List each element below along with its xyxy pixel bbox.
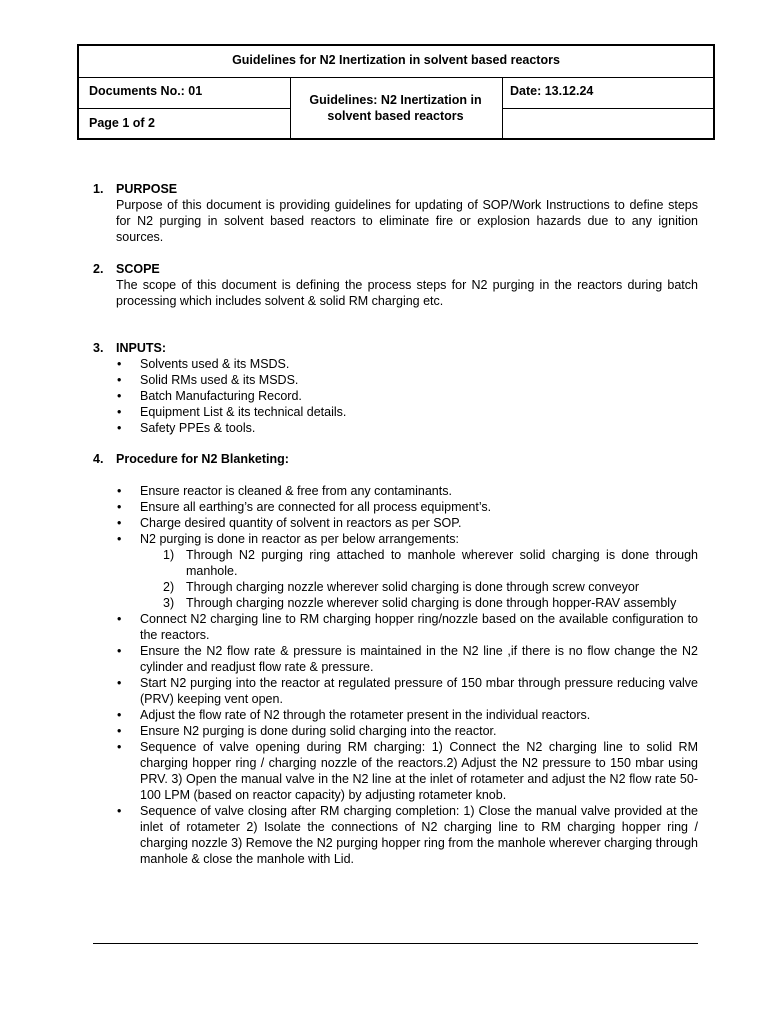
- document-date: Date: 13.12.24: [510, 84, 594, 98]
- inputs-list: [93, 356, 698, 436]
- list-item: • Ensure reactor is cleaned & free from any contaminants.: [140, 483, 698, 499]
- sub-list-item: [163, 579, 698, 595]
- sub-list-item: [163, 595, 698, 611]
- section-text: Purpose of this document is providing guidelines for updating of SOP/Work Instructions to define steps for N2 purging in solvent based reactors to eliminate fire or explosion hazards due to any ignition sources.: [116, 198, 698, 244]
- document-header-table: [77, 44, 715, 140]
- section-number: 2.: [93, 262, 104, 276]
- document-title: Guidelines for N2 Inertization in solvent based reactors: [232, 53, 560, 67]
- page-indicator: Page 1 of 2: [89, 116, 155, 130]
- section-number: 3.: [93, 341, 104, 355]
- header-divider: [502, 77, 503, 138]
- list-item: • Charge desired quantity of solvent in reactors as per SOP.: [140, 515, 698, 531]
- list-item: • Start N2 purging into the reactor at regulated pressure of 150 mbar through pressure reducing valve (PRV) keeping vent open.: [140, 675, 698, 707]
- list-item: • Sequence of valve opening during RM charging: 1) Connect the N2 charging line to solid RM charging hopper ring / charging nozzle of the reactors.2) Adjust the N2 pressure to 150 mbar using PRV. 3) Open the manual valve in the N2 line at the inlet of rotameter and adjust the N2 flow rate 50-100 LPM (based on reactor capacity) by adjusting rotameter knob.: [140, 739, 698, 803]
- section-title: Procedure for N2 Blanketing:: [116, 452, 289, 466]
- list-item: • Batch Manufacturing Record.: [140, 388, 698, 404]
- list-item-text: N2 purging is done in reactor as per below arrangements:: [140, 532, 459, 546]
- list-item: • Solid RMs used & its MSDS.: [140, 372, 698, 388]
- document-number: Documents No.: 01: [89, 84, 203, 98]
- sub-list-item: [163, 547, 698, 579]
- sub-item-number: 1): [163, 548, 175, 562]
- section-scope: [93, 261, 698, 309]
- section-title: PURPOSE: [116, 182, 178, 196]
- list-item: • Ensure the N2 flow rate & pressure is maintained in the N2 line ,if there is no flow change the N2 cylinder and readjust flow rate & pressure.: [140, 643, 698, 675]
- section-title: INPUTS:: [116, 341, 166, 355]
- list-item: • Adjust the flow rate of N2 through the rotameter present in the individual reactors.: [140, 707, 698, 723]
- header-divider: [290, 77, 291, 138]
- section-number: 4.: [93, 452, 104, 466]
- list-item: • Sequence of valve closing after RM charging completion: 1) Close the manual valve provided at the inlet of rotameter 2) Isolate the connections of N2 charging line to RM charging hopper ring / charging nozzle 3) Remove the N2 purging hopper ring from the manhole wherever charging through manhole & close the manhole with Lid.: [140, 803, 698, 867]
- sub-item-number: 3): [163, 596, 175, 610]
- procedure-list: [93, 483, 698, 867]
- footer-divider: [93, 943, 698, 944]
- section-purpose: [93, 181, 698, 245]
- list-item-arrangements: [140, 531, 698, 611]
- header-divider: [79, 108, 290, 109]
- list-item: • Ensure N2 purging is done during solid charging into the reactor.: [140, 723, 698, 739]
- header-divider: [502, 108, 713, 109]
- section-inputs: [93, 340, 698, 356]
- list-item: • Equipment List & its technical details.: [140, 404, 698, 420]
- sub-item-text: Through N2 purging ring attached to manhole wherever solid charging is done through manhole.: [186, 548, 698, 578]
- section-number: 1.: [93, 182, 104, 196]
- document-body: [93, 181, 698, 867]
- list-item: • Safety PPEs & tools.: [140, 420, 698, 436]
- header-divider: [79, 77, 713, 78]
- section-procedure: [93, 451, 698, 467]
- document-subject: Guidelines: N2 Inertization in solvent based reactors: [309, 93, 482, 123]
- section-text: The scope of this document is defining the process steps for N2 purging in the reactors during batch processing which includes solvent & solid RM charging etc.: [116, 278, 698, 308]
- sub-item-text: Through charging nozzle wherever solid charging is done through screw conveyor: [186, 580, 640, 594]
- list-item: • Connect N2 charging line to RM charging hopper ring/nozzle based on the available configuration to the reactors.: [140, 611, 698, 643]
- list-item: • Ensure all earthing’s are connected for all process equipment’s.: [140, 499, 698, 515]
- list-item: • Solvents used & its MSDS.: [140, 356, 698, 372]
- section-title: SCOPE: [116, 262, 160, 276]
- sub-item-number: 2): [163, 580, 175, 594]
- sub-item-text: Through charging nozzle wherever solid charging is done through hopper-RAV assembly: [186, 596, 677, 610]
- arrangements-sublist: [140, 547, 698, 611]
